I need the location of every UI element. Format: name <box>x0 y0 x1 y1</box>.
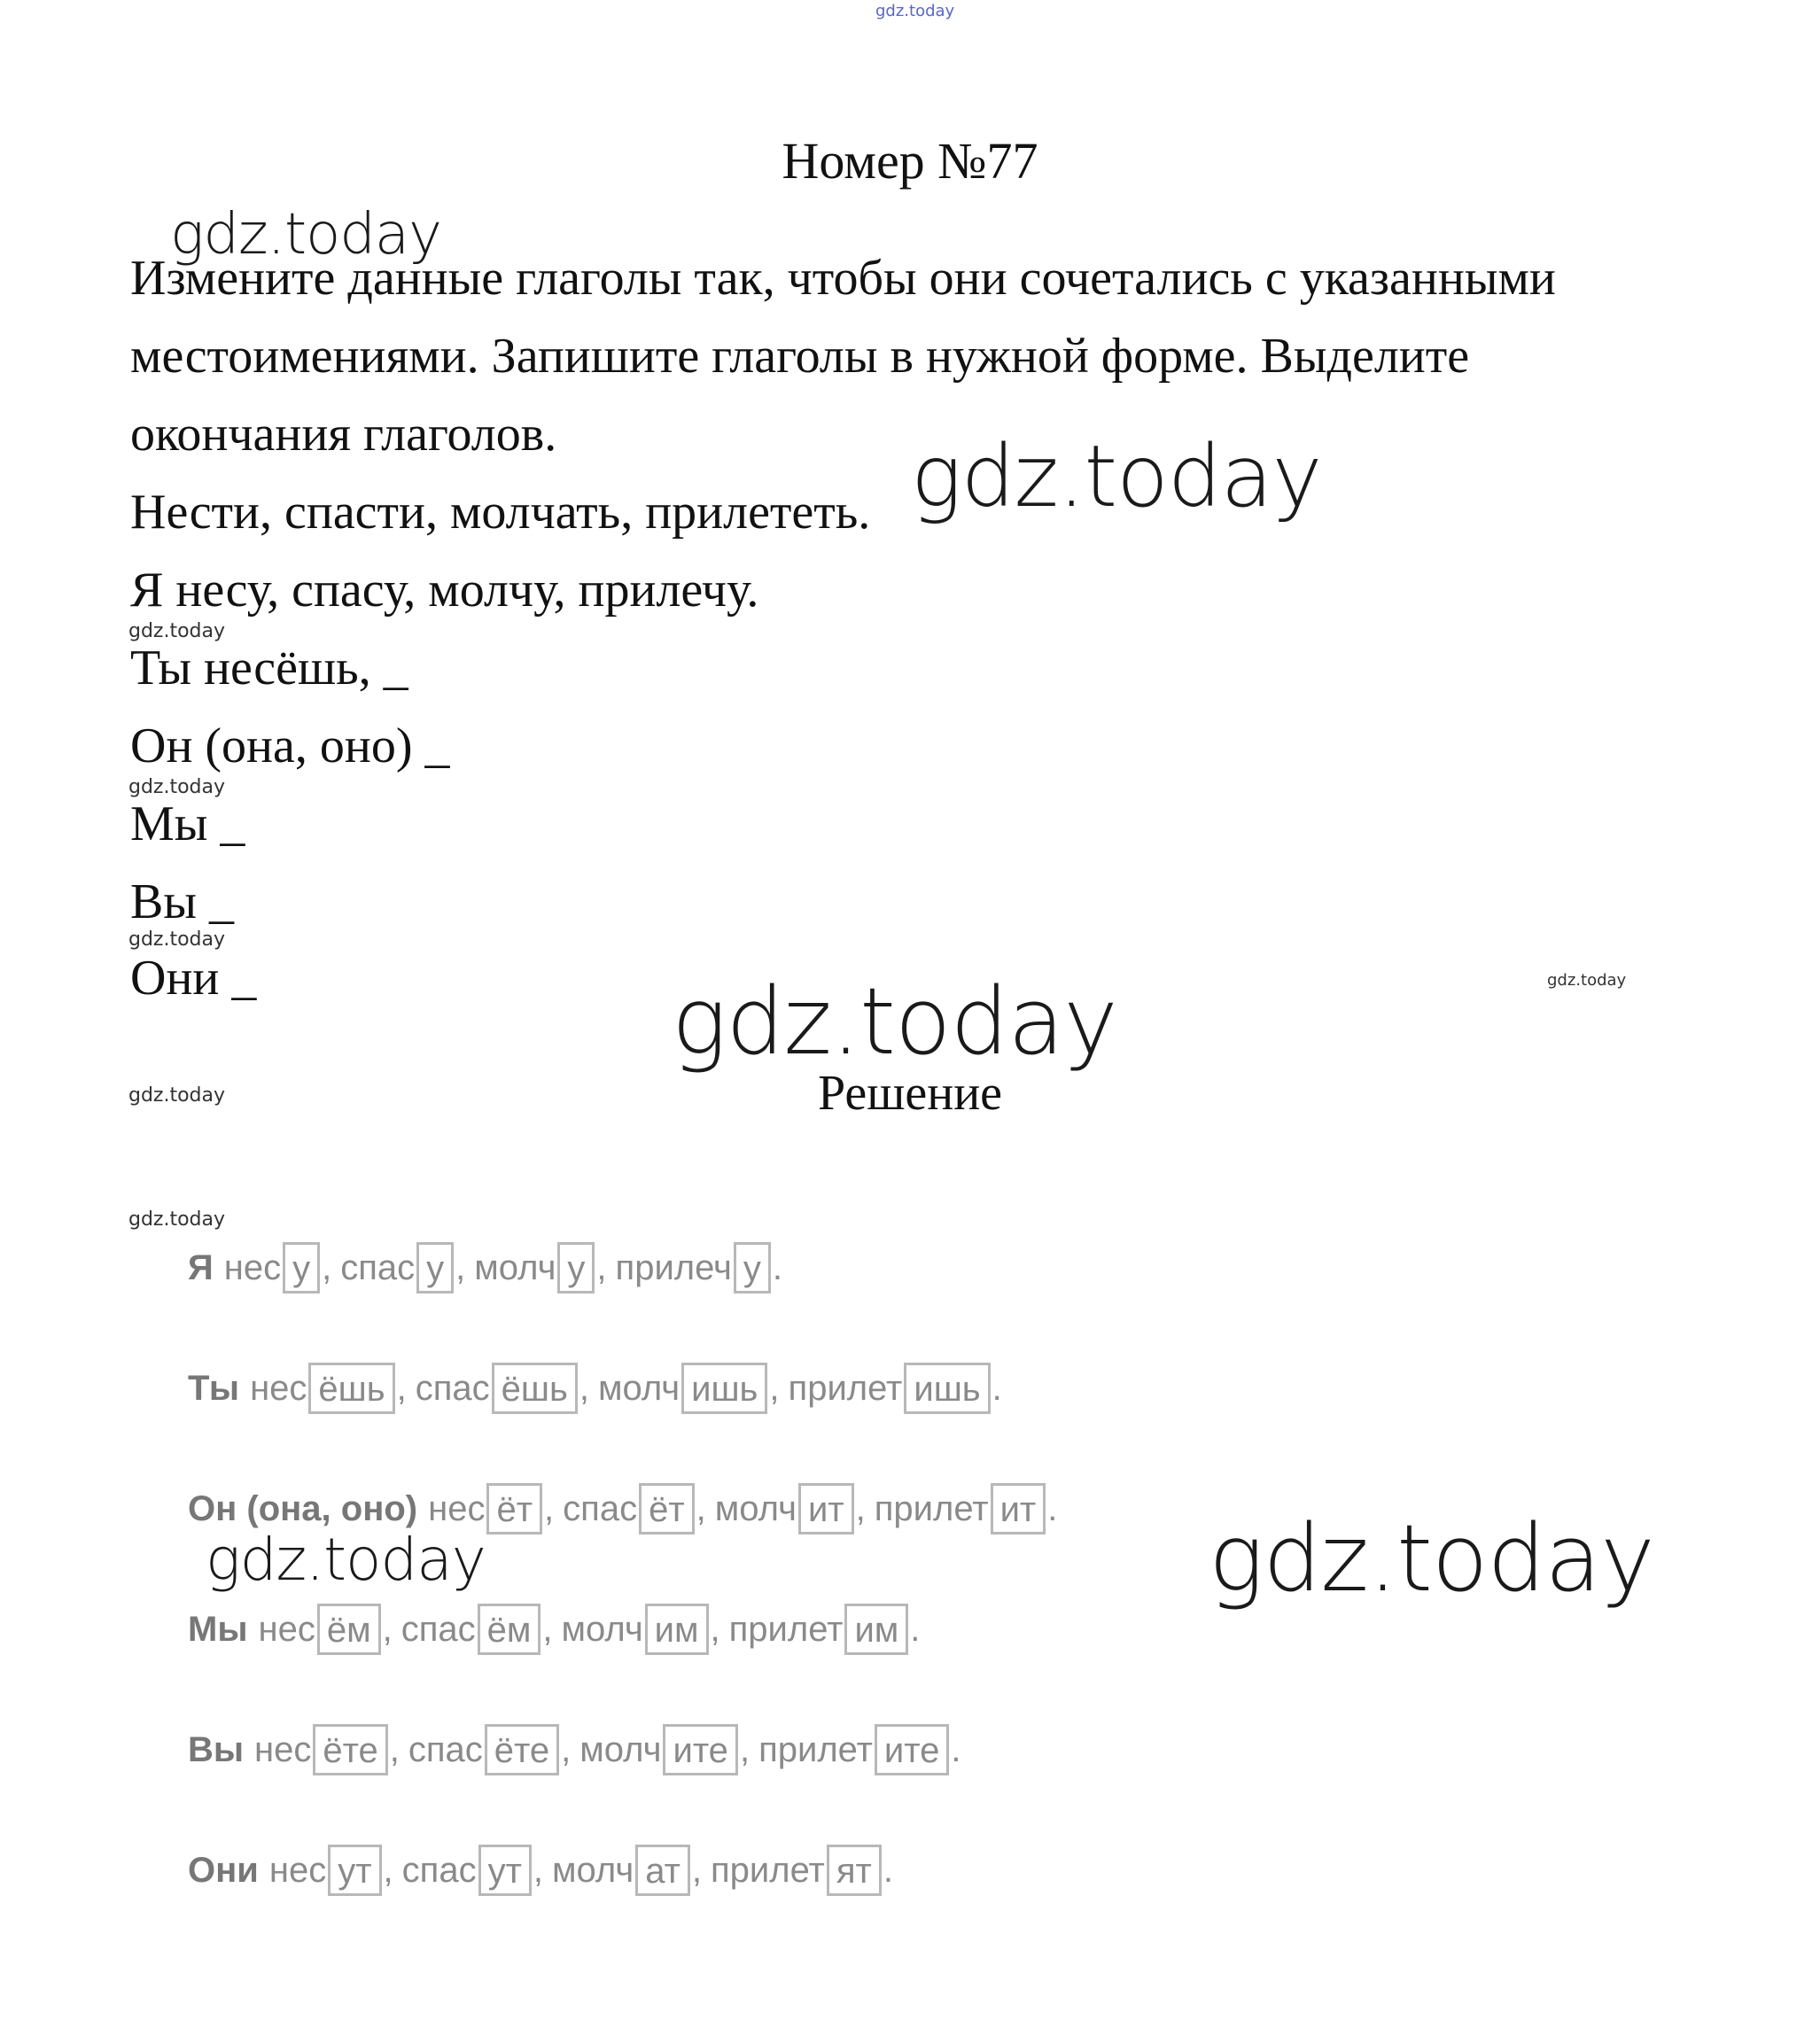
verb-stem: прилет <box>758 1729 873 1769</box>
task-line-my: Мы _ <box>130 796 245 851</box>
punctuation: , <box>769 1368 780 1408</box>
verb-ending-box: ёт <box>639 1483 695 1534</box>
verb-stem: прилет <box>874 1488 989 1528</box>
verb-ending-box: ёт <box>486 1483 542 1534</box>
punctuation: , <box>739 1729 751 1769</box>
verb-stem: нес <box>428 1488 486 1528</box>
verb-stem: спас <box>401 1850 477 1890</box>
verb-stem: нес <box>250 1368 307 1408</box>
punctuation: , <box>691 1850 703 1890</box>
verb-stem: нес <box>254 1729 312 1769</box>
punctuation: , <box>382 1609 393 1649</box>
verb-stem: молч <box>552 1850 634 1890</box>
verb-stem: молч <box>561 1609 643 1649</box>
punctuation: , <box>710 1609 720 1649</box>
watermark-small-6: gdz.today <box>128 1208 226 1231</box>
verb-stem: спас <box>408 1729 483 1769</box>
solution-pronoun: Ты <box>188 1368 240 1408</box>
task-verbs-line: Нести, спасти, молчать, прилететь. <box>130 485 871 540</box>
punctuation: , <box>322 1247 332 1287</box>
verb-stem: спас <box>340 1247 416 1287</box>
punctuation: . <box>951 1729 961 1769</box>
solution-pronoun: Вы <box>188 1729 245 1769</box>
punctuation: . <box>772 1247 783 1287</box>
punctuation: . <box>883 1850 893 1890</box>
task-line-oni: Они _ <box>130 951 257 1006</box>
solution-row <box>188 1363 1011 1414</box>
verb-ending-box: ите <box>875 1724 949 1775</box>
verb-ending-box: ёте <box>313 1724 387 1775</box>
verb-stem: прилеч <box>615 1247 732 1287</box>
punctuation: , <box>596 1247 607 1287</box>
verb-ending-box: ят <box>827 1845 882 1896</box>
watermark-2: gdz.today <box>911 427 1322 526</box>
verb-ending-box: ут <box>478 1845 532 1896</box>
task-line-2: местоимениями. Запишите глаголы в нужной форме. Выделите <box>130 329 1470 384</box>
task-line-ty: Ты несёшь, _ <box>130 641 408 695</box>
verb-stem: прилет <box>788 1368 903 1408</box>
verb-ending-box: ём <box>317 1604 381 1655</box>
punctuation: . <box>910 1609 921 1649</box>
punctuation: , <box>544 1488 555 1528</box>
solution-title: Решение <box>817 1066 1003 1121</box>
watermark-3: gdz.today <box>672 967 1117 1076</box>
watermark-top: gdz.today <box>875 2 955 20</box>
solution-pronoun: Они <box>188 1850 259 1890</box>
verb-ending-box: ит <box>798 1483 854 1534</box>
solution-pronoun: Он (она, оно) <box>188 1488 418 1528</box>
task-line-1: Измените данные глаголы так, чтобы они сочетались с указанными <box>130 251 1556 306</box>
punctuation: , <box>389 1729 400 1769</box>
solution-pronoun: Мы <box>188 1609 248 1649</box>
verb-ending-box: ут <box>328 1845 381 1896</box>
punctuation: , <box>696 1488 706 1528</box>
verb-ending-box: у <box>734 1242 771 1294</box>
verb-stem: прилет <box>711 1850 825 1890</box>
solution-row <box>188 1483 1066 1534</box>
verb-ending-box: ат <box>635 1845 690 1896</box>
verb-ending-box: ём <box>478 1604 541 1655</box>
punctuation: , <box>855 1488 866 1528</box>
solution-pronoun: Я <box>188 1247 214 1287</box>
verb-stem: молч <box>579 1729 662 1769</box>
verb-ending-box: ишь <box>681 1363 767 1414</box>
verb-stem: молч <box>474 1247 556 1287</box>
watermark-5: gdz.today <box>1209 1504 1654 1612</box>
verb-stem: спас <box>401 1609 476 1649</box>
solution-row <box>188 1845 902 1896</box>
solution-row <box>188 1242 791 1294</box>
verb-ending-box: у <box>283 1242 320 1294</box>
solution-row <box>188 1604 929 1655</box>
verb-stem: молч <box>714 1488 797 1528</box>
task-line-vy: Вы _ <box>130 874 234 929</box>
verb-stem: молч <box>597 1368 681 1408</box>
punctuation: , <box>383 1850 393 1890</box>
watermark-4: gdz.today <box>206 1526 486 1594</box>
punctuation: , <box>455 1247 466 1287</box>
verb-stem: нес <box>268 1850 327 1890</box>
watermark-small-4: gdz.today <box>1547 971 1627 990</box>
verb-ending-box: им <box>844 1604 908 1655</box>
watermark-small-2: gdz.today <box>128 776 226 798</box>
task-line-on: Он (она, оно) _ <box>130 719 450 773</box>
punctuation: , <box>533 1850 544 1890</box>
watermark-small-3: gdz.today <box>128 928 226 951</box>
verb-ending-box: у <box>416 1242 454 1294</box>
verb-stem: спас <box>415 1368 490 1408</box>
punctuation: , <box>579 1368 589 1408</box>
verb-ending-box: ёшь <box>308 1363 394 1414</box>
page-title: Номер №77 <box>782 132 1038 190</box>
verb-ending-box: им <box>645 1604 709 1655</box>
verb-ending-box: ите <box>663 1724 737 1775</box>
punctuation: , <box>561 1729 572 1769</box>
verb-ending-box: ит <box>991 1483 1046 1534</box>
punctuation: , <box>396 1368 407 1408</box>
task-example-line: Я несу, спасу, молчу, прилечу. <box>130 563 759 618</box>
verb-stem: прилет <box>728 1609 844 1649</box>
watermark-small-1: gdz.today <box>128 620 226 642</box>
solution-row <box>188 1724 969 1775</box>
verb-ending-box: ёте <box>485 1724 559 1775</box>
verb-stem: нес <box>223 1247 282 1287</box>
punctuation: . <box>992 1368 1002 1408</box>
punctuation: . <box>1047 1488 1058 1528</box>
watermark-small-5: gdz.today <box>128 1084 226 1107</box>
verb-stem: нес <box>258 1609 315 1649</box>
verb-ending-box: ишь <box>904 1363 990 1414</box>
verb-ending-box: у <box>557 1242 595 1294</box>
punctuation: , <box>542 1609 553 1649</box>
watermark-1: gdz.today <box>170 202 441 268</box>
task-line-3: окончания глаголов. <box>130 407 557 462</box>
verb-ending-box: ёшь <box>492 1363 578 1414</box>
verb-stem: спас <box>563 1488 638 1528</box>
